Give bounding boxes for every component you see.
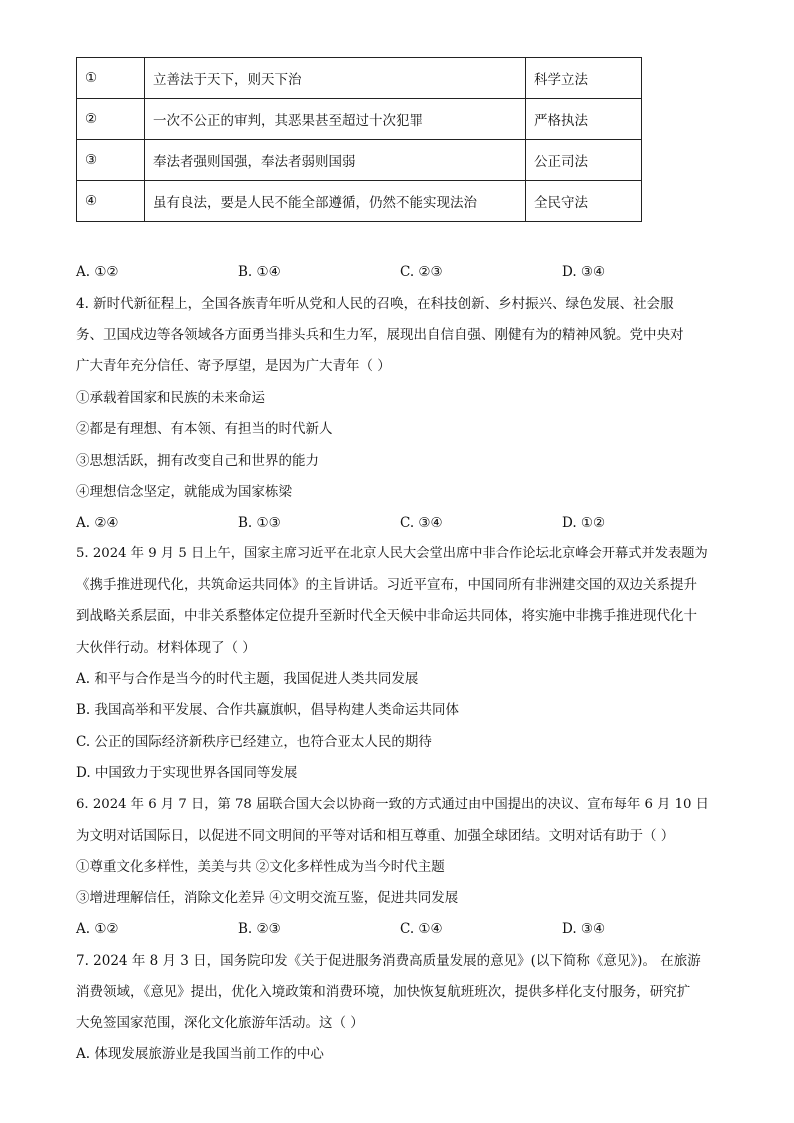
option-d[interactable]: D. ③④: [562, 264, 606, 280]
q5-stem-line: 大伙伴行动。材料体现了（ ）: [76, 640, 256, 656]
q5-option-b[interactable]: B. 我国高举和平发展、合作共赢旗帜，倡导构建人类命运共同体: [76, 702, 460, 718]
table-row: [77, 58, 642, 99]
option-c[interactable]: C. ①④: [400, 921, 443, 937]
q6-stem-line: 6. 2024 年 6 月 7 日，第 78 届联合国大会以协商一致的方式通过由中国提出的决议、宣布每年 6 月 10 日: [76, 797, 709, 812]
option-b[interactable]: B. ②③: [238, 921, 281, 937]
table-row: [77, 99, 642, 140]
q4-item: ②都是有理想、有本领、有担当的时代新人: [76, 421, 333, 437]
q5-stem-line: 5. 2024 年 9 月 5 日上午，国家主席习近平在北京人民大会堂出席中非合作论坛北京峰会开幕式并发表题为: [76, 546, 708, 561]
q6-options: [76, 920, 676, 938]
q6-stem-line: 为文明对话国际日，以促进不同文明间的平等对话和相互尊重、加强全球团结。文明对话有助于（ ）: [76, 828, 675, 844]
row-number: ③: [77, 140, 145, 181]
q4-stem-line: 务、卫国戍边等各领域各方面勇当排头兵和生力军，展现出自信自强、刚健有为的精神风貌。党中央对: [76, 327, 684, 343]
q5-stem-line: 到战略关系层面，中非关系整体定位提升至新时代全天候中非命运共同体，将实施中非携手推进现代化十: [76, 608, 697, 624]
row-label: 科学立法: [526, 58, 642, 99]
row-number: ④: [77, 181, 145, 222]
q4-item: ①承载着国家和民族的未来命运: [76, 390, 265, 406]
q4-stem-line: 广大青年充分信任、寄予厚望，是因为广大青年（ ）: [76, 358, 391, 374]
q4-stem-line: 4. 新时代新征程上，全国各族青年听从党和人民的召唤，在科技创新、乡村振兴、绿色发展、社会服: [76, 296, 674, 312]
q7-option-a[interactable]: A. 体现发展旅游业是我国当前工作的中心: [76, 1046, 324, 1062]
row-text: 立善法于天下，则天下治: [145, 58, 526, 99]
q5-option-a[interactable]: A. 和平与合作是当今的时代主题，我国促进人类共同发展: [76, 671, 419, 687]
q5-option-d[interactable]: D. 中国致力于实现世界各国同等发展: [76, 765, 298, 781]
option-b[interactable]: B. ①④: [238, 264, 281, 280]
q7-stem-line: 消费领域，《意见》提出，优化入境政策和消费环境，加快恢复航班班次，提供多样化支付服务，研究扩: [76, 984, 691, 1000]
q4-item: ④理想信念坚定，就能成为国家栋梁: [76, 484, 292, 500]
option-a[interactable]: A. ①②: [76, 264, 119, 280]
q6-item: ③增进理解信任，消除文化差异 ④文明交流互鉴，促进共同发展: [76, 890, 459, 906]
q4-item: ③思想活跃，拥有改变自己和世界的能力: [76, 453, 319, 469]
q5-stem-line: 《携手推进现代化，共筑命运共同体》的主旨讲话。习近平宣布，中国同所有非洲建交国的双边关系提升: [76, 577, 697, 593]
option-a[interactable]: A. ②④: [76, 515, 119, 531]
row-label: 严格执法: [526, 99, 642, 140]
q3-options: [76, 263, 676, 281]
row-text: 奉法者强则国强，奉法者弱则国弱: [145, 140, 526, 181]
row-text: 一次不公正的审判，其恶果甚至超过十次犯罪: [145, 99, 526, 140]
q7-stem-line: 7. 2024 年 8 月 3 日，国务院印发《关于促进服务消费高质量发展的意见》(以下简称《意见》)。 在旅游: [76, 953, 701, 969]
option-a[interactable]: A. ①②: [76, 921, 119, 937]
option-d[interactable]: D. ①②: [562, 515, 606, 531]
row-label: 公正司法: [526, 140, 642, 181]
option-b[interactable]: B. ①③: [238, 515, 281, 531]
row-label: 全民守法: [526, 181, 642, 222]
table-row: [77, 181, 642, 222]
row-text: 虽有良法，要是人民不能全部遵循，仍然不能实现法治: [145, 181, 526, 222]
row-number: ②: [77, 99, 145, 140]
q5-option-c[interactable]: C. 公正的国际经济新秩序已经建立，也符合亚太人民的期待: [76, 734, 432, 750]
option-d[interactable]: D. ③④: [562, 921, 606, 937]
row-number: ①: [77, 58, 145, 99]
matching-table: [76, 57, 642, 222]
q6-item: ①尊重文化多样性，美美与共 ②文化多样性成为当今时代主题: [76, 859, 445, 875]
q7-stem-line: 大免签国家范围，深化文化旅游年活动。这（ ）: [76, 1015, 364, 1031]
option-c[interactable]: C. ②③: [400, 264, 443, 280]
table-row: [77, 140, 642, 181]
q4-options: [76, 514, 676, 532]
option-c[interactable]: C. ③④: [400, 515, 443, 531]
